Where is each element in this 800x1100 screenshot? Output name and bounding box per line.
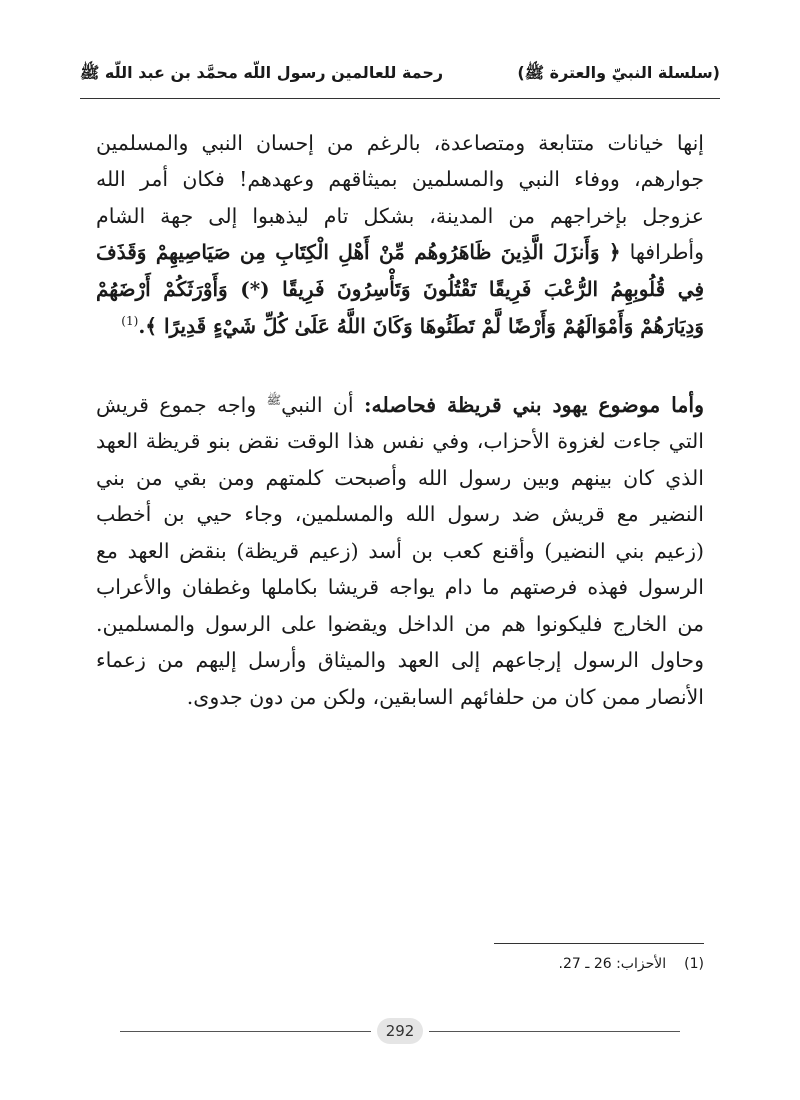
honorific-glyph: ﷺ — [266, 393, 282, 408]
header-divider — [80, 98, 720, 99]
paragraph-2-lead: وأما موضوع يهود بني قريظة فحاصله: — [363, 393, 704, 417]
running-header — [80, 52, 720, 96]
paragraph-2 — [96, 387, 704, 715]
paragraph-1-text: إنها خيانات متتابعة ومتصاعدة، بالرغم من إحسان النبي والمسلمين جوارهم، ووفاء النبي والمسلمين بميثاقهم وعهدهم! فكان أمر الله عزوجل بإخراجهم من المدينة، بشكل تام ليذهبوا إلى جهة الشام وأطرافها — [96, 131, 704, 265]
book-title: رحمة للعالمين رسول اللّه محمَّد بن عبد اللّه ﷺ — [80, 62, 444, 82]
footnote-divider — [494, 943, 704, 944]
page-number: 292 — [377, 1018, 423, 1044]
footer-line-right — [429, 1031, 680, 1032]
paragraph-1 — [96, 125, 704, 377]
paragraph-2-text-a: أن النبي — [281, 393, 364, 417]
footnote-reference: (1) — [121, 313, 139, 328]
footnote-text: الأحزاب: 26 ـ 27. — [558, 956, 667, 972]
main-text — [96, 125, 704, 715]
quran-verse: ﴿ وَأَنزَلَ الَّذِينَ ظَاهَرُوهُم مِّنْ أَهْلِ الْكِتَابِ مِن صَيَاصِيهِمْ وَقَذَفَ فِي قُلُوبِهِمُ الرُّعْبَ فَرِيقًا تَقْتُلُونَ وَتَأْسِرُونَ فَرِيقًا (*) وَأَوْرَثَكُمْ أَرْضَهُمْ وَدِيَارَهُمْ وَأَمْوَالَهُمْ وَأَرْضًا لَّمْ تَطَئُوهَا وَكَانَ اللَّهُ عَلَىٰ كُلِّ شَيْءٍ قَدِيرًا ﴾. — [96, 240, 704, 338]
page-footer — [120, 1014, 680, 1048]
paragraph-2-text-b: واجه جموع قريش التي جاءت لغزوة الأحزاب، وفي نفس هذا الوقت نقض بنو قريظة العهد الذي كان بينهم وبين رسول الله وأصبحت كلمتهم ومن بقي من بني النضير مع قريش ضد رسول الله والمسلمين، وجاء حيي بن أخطب (زعيم بني النضير) وأقنع كعب بن أسد (زعيم قريظة) بنقض العهد مع الرسول فهذه فرصتهم ما دام يواجه قريشا بكاملها وغطفان والأعراب من الخارج فليكونوا هم من الداخل ويقضوا على الرسول والمسلمين. وحاول الرسول إرجاعهم إلى العهد والميثاق وأرسل إليهم من زعماء الأنصار ممن كان من حلفائهم السابقين، ولكن من دون جدوى. — [96, 393, 704, 709]
footer-line-left — [120, 1031, 371, 1032]
footnote — [559, 956, 704, 972]
series-title: (سلسلة النبيّ والعترة ﷺ) — [517, 62, 720, 82]
footnote-number: (1) — [684, 956, 704, 972]
